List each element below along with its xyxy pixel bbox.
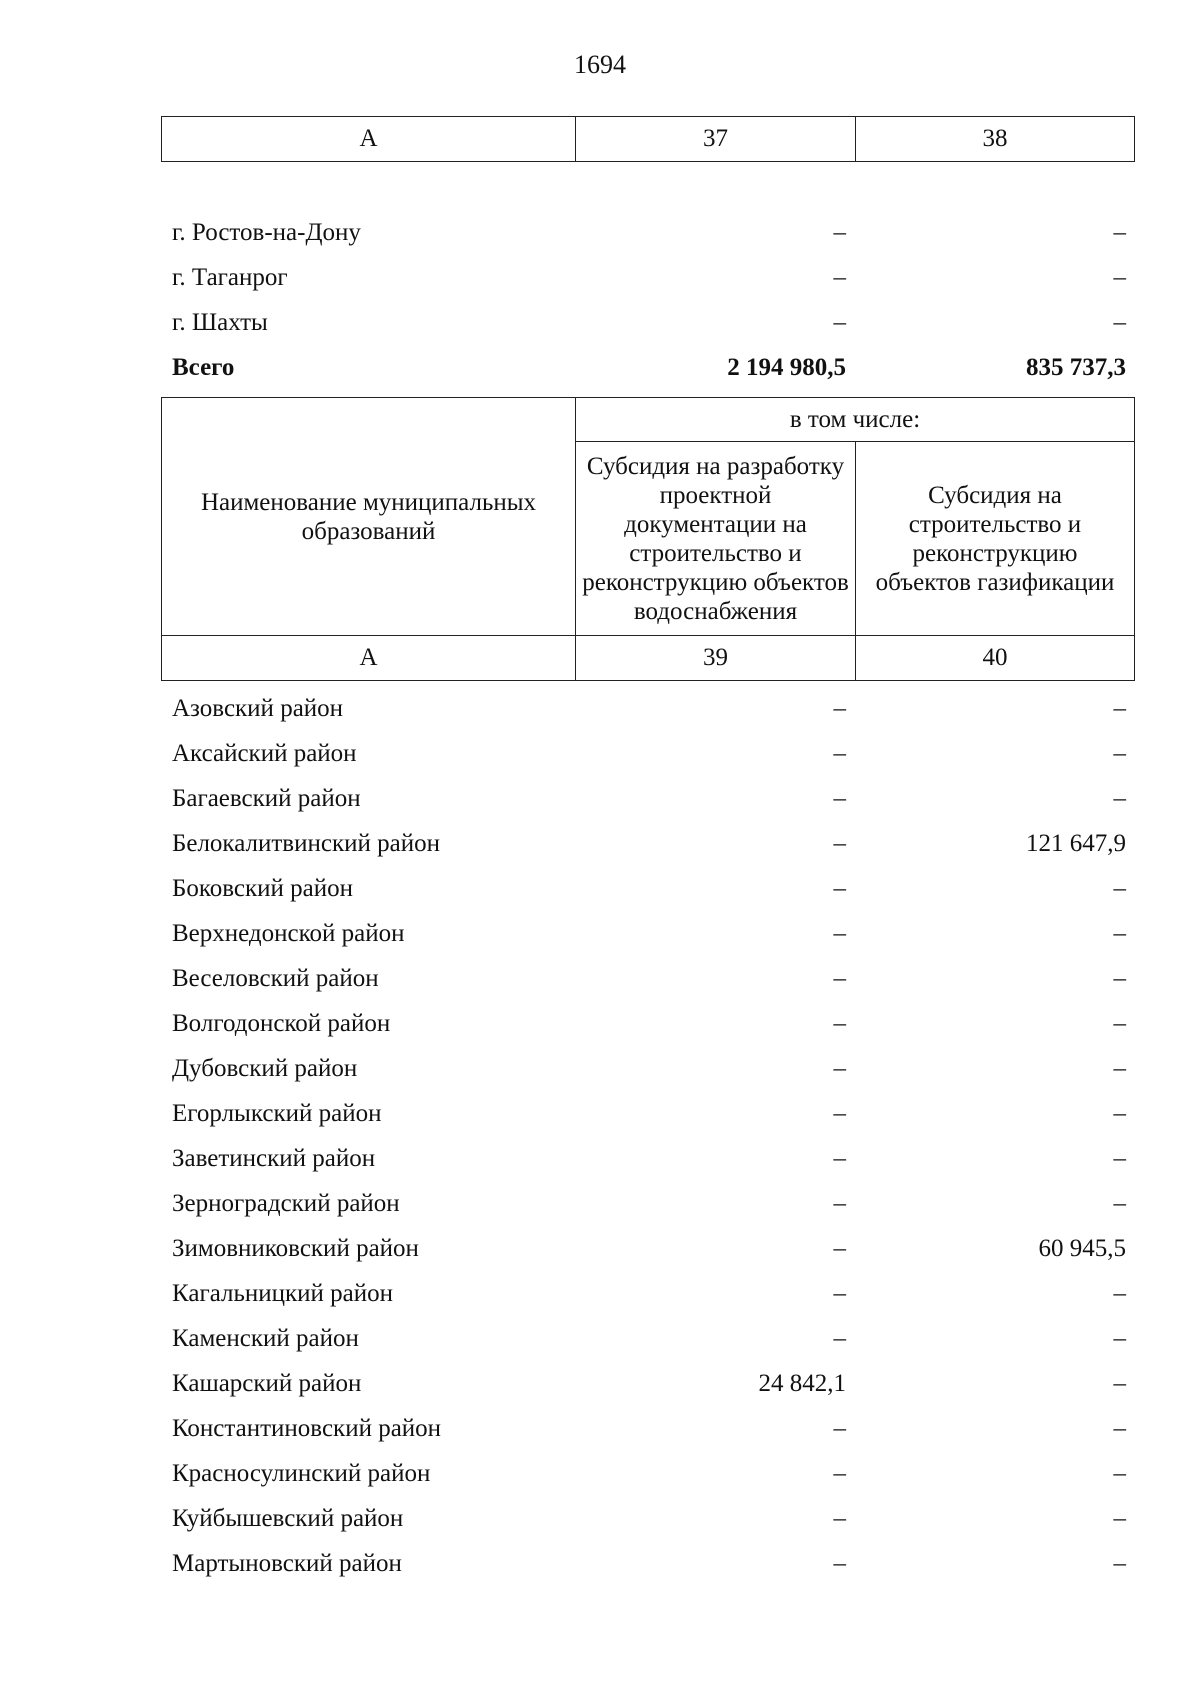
table-row <box>172 1091 1126 1136</box>
value-col-37: – <box>833 264 846 291</box>
including-header: в том числе: <box>576 398 1135 442</box>
municipality-name: г. Шахты <box>172 309 268 336</box>
value-col-40: – <box>1113 920 1126 947</box>
value-col-39: – <box>833 920 846 947</box>
municipality-rows-list <box>172 686 1126 1586</box>
value-col-40: – <box>1113 1145 1126 1172</box>
municipality-name: Заветинский район <box>172 1145 376 1172</box>
municipality-name: Каменский район <box>172 1325 359 1352</box>
municipality-name: Зерноградский район <box>172 1190 400 1217</box>
table-row <box>172 866 1126 911</box>
value-col-40: – <box>1113 1010 1126 1037</box>
value-col-39: – <box>833 830 846 857</box>
table-row <box>172 1046 1126 1091</box>
municipality-name: Кашарский район <box>172 1370 362 1397</box>
value-col-38: – <box>1113 219 1126 246</box>
municipality-name: Дубовский район <box>172 1055 358 1082</box>
value-col-39: – <box>833 695 846 722</box>
value-col-40: – <box>1113 1505 1126 1532</box>
value-col-40: – <box>1113 1370 1126 1397</box>
table-row <box>172 1541 1126 1586</box>
table-row <box>172 1181 1126 1226</box>
value-col-39: – <box>833 1325 846 1352</box>
table-row <box>172 1001 1126 1046</box>
total-label: Всего <box>172 354 235 381</box>
municipality-name: Аксайский район <box>172 740 357 767</box>
value-col-40: – <box>1113 695 1126 722</box>
value-col-39: – <box>833 1505 846 1532</box>
municipality-name: Зимовниковский район <box>172 1235 419 1262</box>
municipality-name: Багаевский район <box>172 785 361 812</box>
municipality-name: Красносулинский район <box>172 1460 431 1487</box>
value-col-40: – <box>1113 1415 1126 1442</box>
municipality-name: Азовский район <box>172 695 344 722</box>
column-number-40: 40 <box>856 636 1135 681</box>
municipality-name: Белокалитвинский район <box>172 830 440 857</box>
municipality-name: Константиновский район <box>172 1415 442 1442</box>
value-col-39: – <box>833 1145 846 1172</box>
column-number-37: 37 <box>576 117 856 162</box>
table-row <box>172 821 1126 866</box>
value-col-40: – <box>1113 740 1126 767</box>
municipality-name: Мартыновский район <box>172 1550 402 1577</box>
table-row <box>172 731 1126 776</box>
municipality-name: Кагальницкий район <box>172 1280 394 1307</box>
municipality-column-header: Наименование муниципальных образований <box>162 398 576 636</box>
table-row <box>172 776 1126 821</box>
value-col-37: – <box>833 309 846 336</box>
value-col-40: – <box>1113 1055 1126 1082</box>
value-col-37: – <box>833 219 846 246</box>
municipality-name: Куйбышевский район <box>172 1505 404 1532</box>
column-number-a: А <box>162 636 576 681</box>
value-col-40: 60 945,5 <box>1038 1235 1126 1262</box>
municipality-name: Верхнедонской район <box>172 920 405 947</box>
table-row <box>172 1271 1126 1316</box>
table-row <box>172 911 1126 956</box>
value-col-40: – <box>1113 1100 1126 1127</box>
table-row <box>172 1316 1126 1361</box>
table-row <box>172 1136 1126 1181</box>
table-row <box>172 1406 1126 1451</box>
value-col-38: – <box>1113 264 1126 291</box>
table-row <box>172 210 1126 255</box>
total-value-col-38: 835 737,3 <box>1026 354 1126 381</box>
municipality-name: Веселовский район <box>172 965 379 992</box>
municipality-name: Егорлыкский район <box>172 1100 382 1127</box>
value-col-40: – <box>1113 1325 1126 1352</box>
value-col-40: 121 647,9 <box>1026 830 1126 857</box>
municipality-name: г. Таганрог <box>172 264 288 291</box>
table-row <box>172 300 1126 345</box>
page-number: 1694 <box>574 50 626 79</box>
value-col-39: – <box>833 1280 846 1307</box>
municipality-name: Волгодонской район <box>172 1010 391 1037</box>
value-col-40: – <box>1113 965 1126 992</box>
value-col-40: – <box>1113 875 1126 902</box>
column-number-header <box>161 116 1135 162</box>
main-table-header <box>161 397 1135 681</box>
value-col-39: – <box>833 1235 846 1262</box>
municipality-name: Боковский район <box>172 875 353 902</box>
top-rows-list <box>172 210 1126 390</box>
total-row <box>172 345 1126 390</box>
value-col-39: – <box>833 1100 846 1127</box>
value-col-40: – <box>1113 1190 1126 1217</box>
value-col-39: – <box>833 1415 846 1442</box>
value-col-39: – <box>833 875 846 902</box>
table-row <box>172 686 1126 731</box>
value-col-39: – <box>833 740 846 767</box>
value-col-39: 24 842,1 <box>758 1370 846 1397</box>
table-row <box>172 255 1126 300</box>
column-number-row <box>162 117 1135 162</box>
value-col-39: – <box>833 1550 846 1577</box>
table-row <box>172 1496 1126 1541</box>
gasification-subsidy-header: Субсидия на строительство и реконструкцию объектов газификации <box>856 442 1135 636</box>
table-row <box>172 956 1126 1001</box>
table-row <box>172 1451 1126 1496</box>
value-col-40: – <box>1113 785 1126 812</box>
value-col-39: – <box>833 1460 846 1487</box>
column-number-a: А <box>162 117 576 162</box>
table-row <box>172 1361 1126 1406</box>
value-col-40: – <box>1113 1280 1126 1307</box>
municipality-name: г. Ростов-на-Дону <box>172 219 361 246</box>
table-row <box>172 1226 1126 1271</box>
value-col-39: – <box>833 1190 846 1217</box>
value-col-39: – <box>833 785 846 812</box>
value-col-38: – <box>1113 309 1126 336</box>
column-number-39: 39 <box>576 636 856 681</box>
value-col-40: – <box>1113 1460 1126 1487</box>
value-col-39: – <box>833 965 846 992</box>
total-value-col-37: 2 194 980,5 <box>727 354 846 381</box>
value-col-39: – <box>833 1055 846 1082</box>
water-supply-subsidy-header: Субсидия на разработку проектной документации на строительство и реконструкцию объектов водоснабжения <box>576 442 856 636</box>
value-col-39: – <box>833 1010 846 1037</box>
column-number-38: 38 <box>856 117 1135 162</box>
value-col-40: – <box>1113 1550 1126 1577</box>
